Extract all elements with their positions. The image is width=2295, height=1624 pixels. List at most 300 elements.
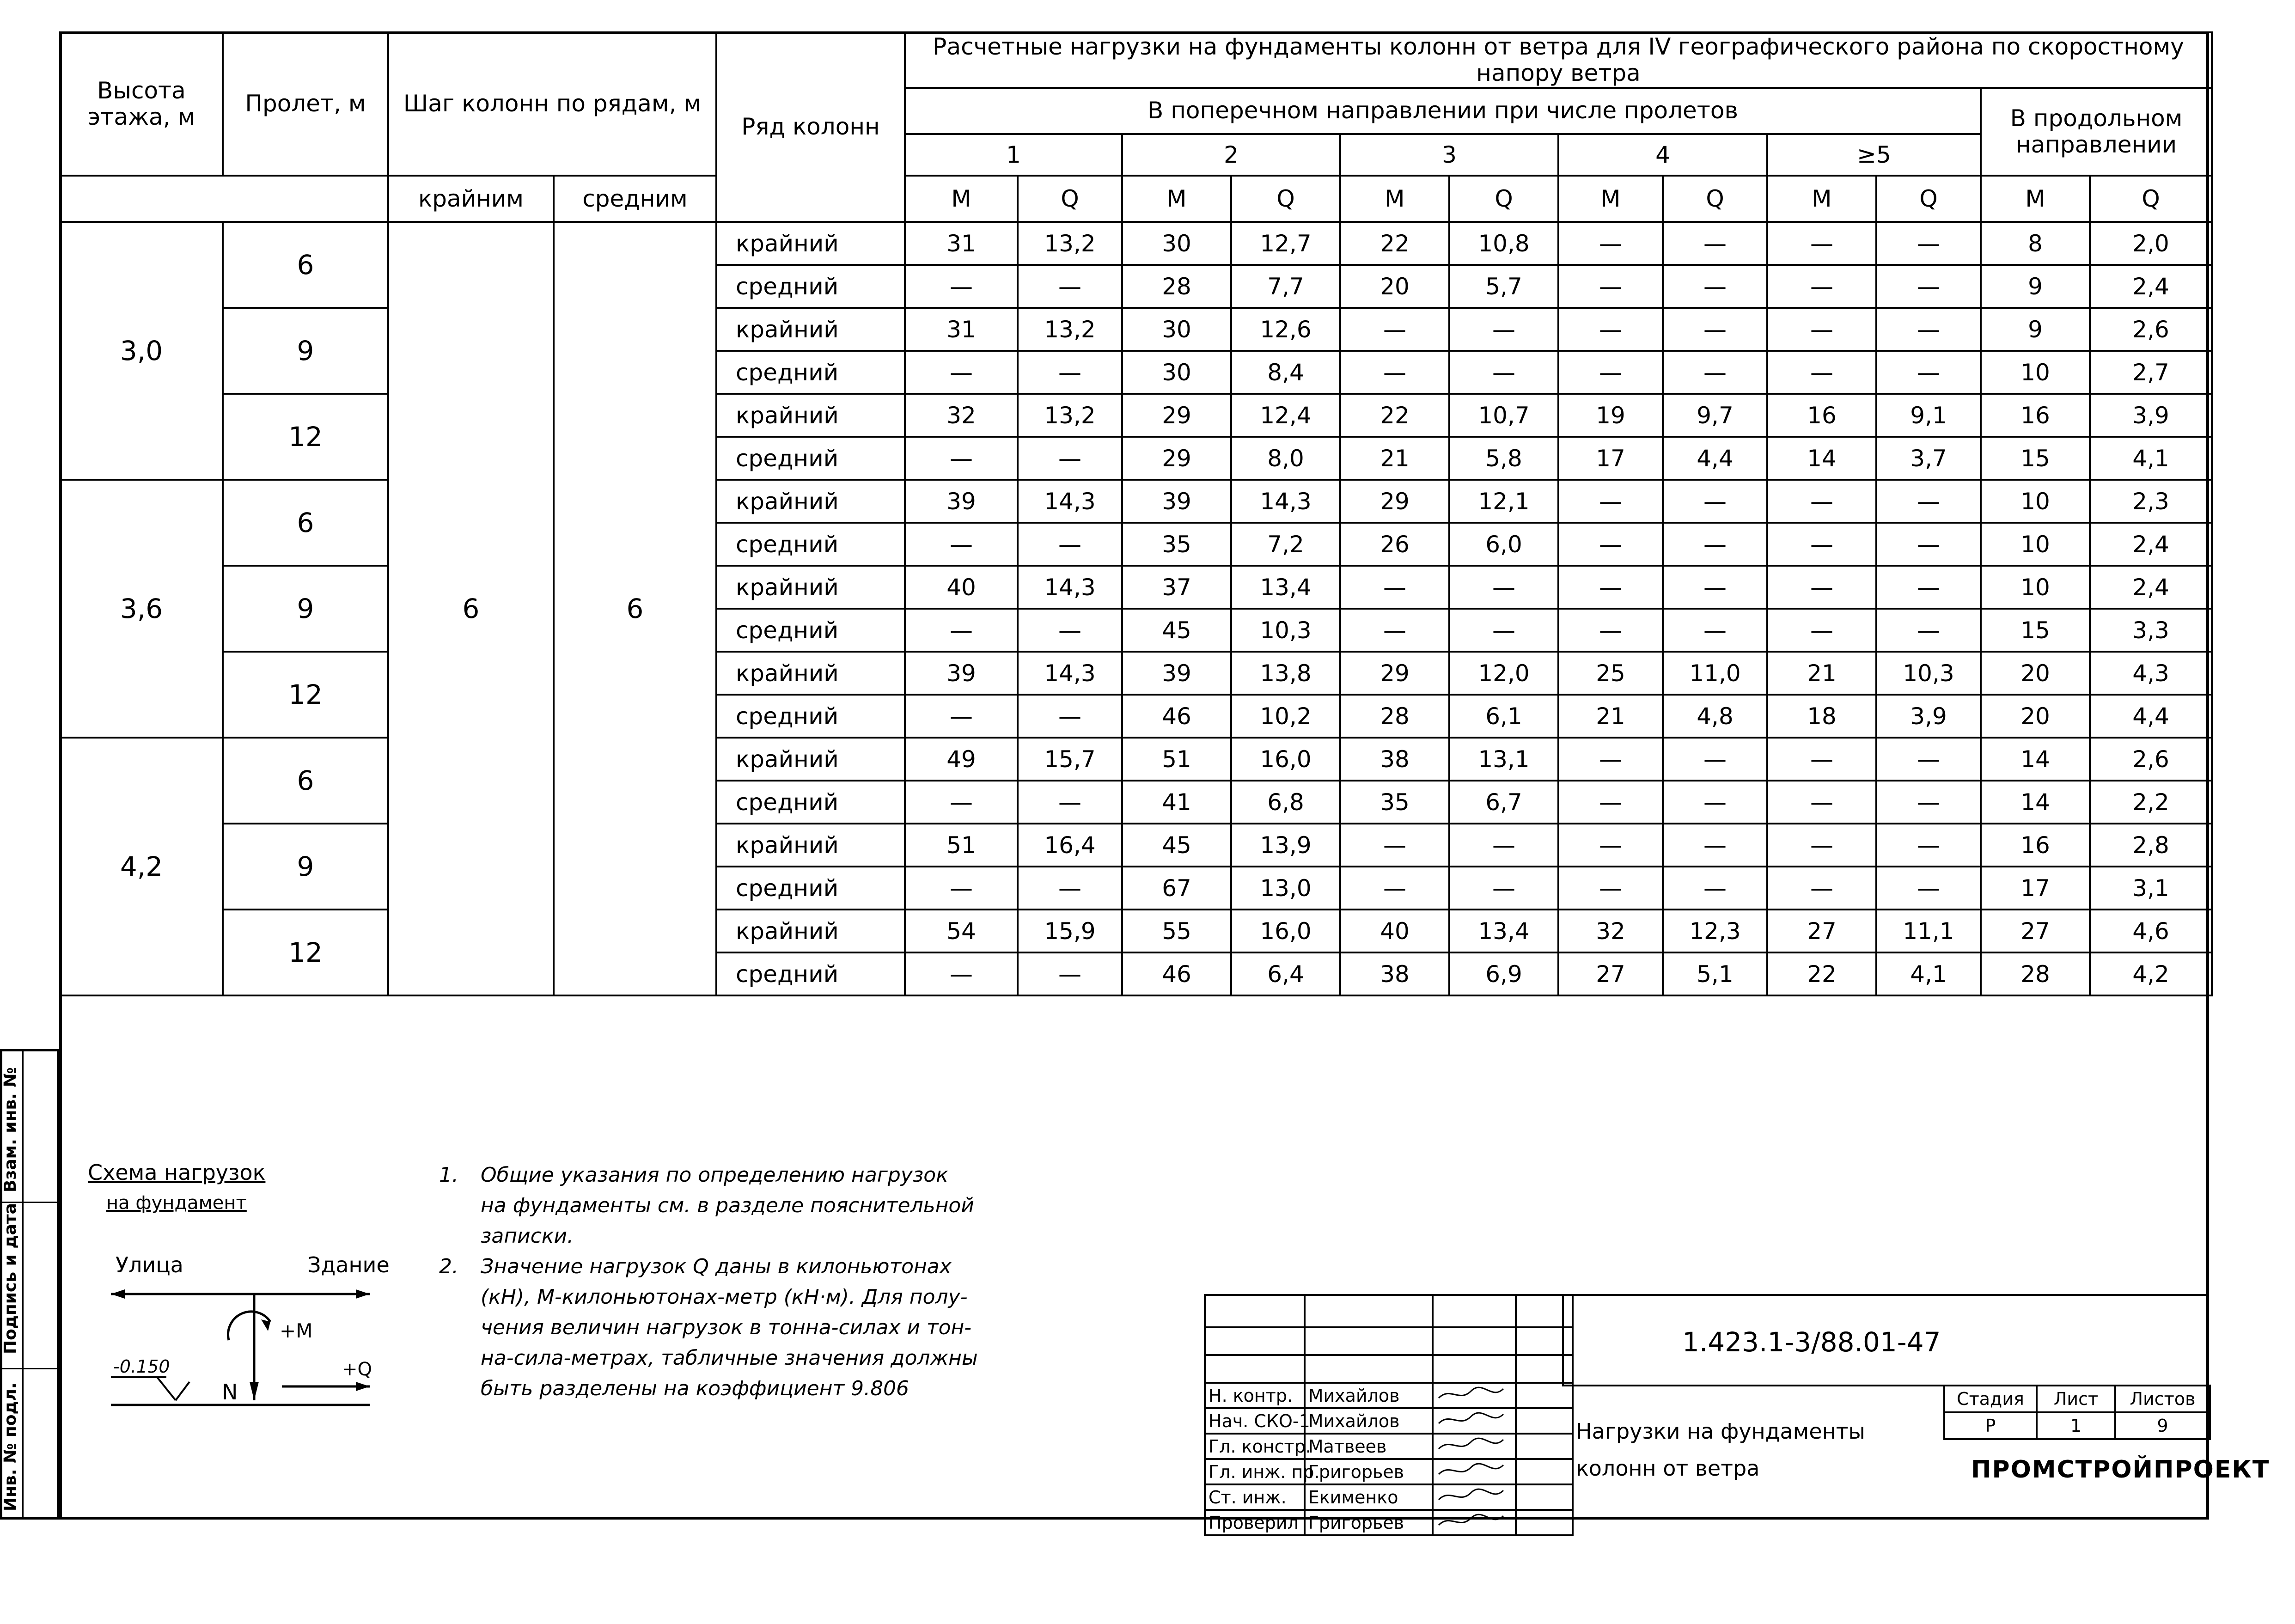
value-cell: — bbox=[1767, 867, 1876, 910]
value-cell: — bbox=[1558, 609, 1663, 652]
row-type-cell: средний bbox=[716, 867, 905, 910]
value-cell: 30 bbox=[1122, 222, 1231, 265]
value-cell: 21 bbox=[1340, 437, 1449, 480]
signer-row bbox=[1205, 1434, 1573, 1459]
header-m-5: М bbox=[1767, 176, 1876, 222]
note-number: 2. bbox=[439, 1255, 458, 1278]
header-height: Высота этажа, м bbox=[60, 32, 223, 176]
note-line: на фундаменты см. в разделе пояснительной bbox=[481, 1194, 974, 1217]
value-cell: 20 bbox=[1340, 265, 1449, 308]
signer-date bbox=[1516, 1408, 1573, 1434]
stamp-empty-cell bbox=[1205, 1295, 1305, 1327]
value-cell: 29 bbox=[1122, 437, 1231, 480]
value-cell: — bbox=[1018, 867, 1122, 910]
signer-date bbox=[1516, 1459, 1573, 1484]
value-cell: 7,2 bbox=[1231, 523, 1340, 566]
value-cell: — bbox=[1558, 351, 1663, 394]
value-cell: 4,4 bbox=[1663, 437, 1767, 480]
value-cell: — bbox=[1663, 222, 1767, 265]
value-cell: — bbox=[1018, 609, 1122, 652]
value-cell: 13,4 bbox=[1449, 910, 1558, 952]
table-row bbox=[60, 394, 2212, 437]
value-cell: 21 bbox=[1767, 652, 1876, 695]
value-cell: — bbox=[1767, 222, 1876, 265]
value-cell: 13,1 bbox=[1449, 738, 1558, 781]
value-cell: 35 bbox=[1122, 523, 1231, 566]
value-cell: — bbox=[1663, 867, 1767, 910]
signer-date bbox=[1516, 1434, 1573, 1459]
value-cell: — bbox=[1558, 523, 1663, 566]
value-cell: 12,3 bbox=[1663, 910, 1767, 952]
note-line: (кН), М-килоньютонах-метр (кН·м). Для полу- bbox=[481, 1285, 968, 1309]
note-line: быть разделены на коэффициент 9.806 bbox=[481, 1377, 909, 1400]
table-row bbox=[60, 222, 2212, 265]
value-cell: — bbox=[1767, 738, 1876, 781]
stage-table bbox=[1943, 1385, 2211, 1440]
value-cell: 14 bbox=[1981, 781, 2090, 824]
value-cell: 2,6 bbox=[2090, 308, 2212, 351]
note-number: 1. bbox=[439, 1163, 458, 1187]
span-cell: 12 bbox=[223, 652, 388, 738]
value-cell: 2,8 bbox=[2090, 824, 2212, 867]
header-span: Пролет, м bbox=[223, 32, 388, 176]
row-type-cell: средний bbox=[716, 437, 905, 480]
doc-code: 1.423.1-3/88.01-47 bbox=[1682, 1326, 1941, 1358]
value-cell: 10 bbox=[1981, 523, 2090, 566]
value-cell: — bbox=[1018, 781, 1122, 824]
value-cell: 6,9 bbox=[1449, 952, 1558, 995]
value-cell: 14 bbox=[1981, 738, 2090, 781]
row-type-cell: средний bbox=[716, 523, 905, 566]
signer-name: Матвеев bbox=[1305, 1434, 1433, 1459]
value-cell: 2,3 bbox=[2090, 480, 2212, 523]
table-row bbox=[60, 910, 2212, 952]
value-cell: 29 bbox=[1340, 480, 1449, 523]
value-cell: 67 bbox=[1122, 867, 1231, 910]
signer-date bbox=[1516, 1383, 1573, 1408]
signer-name: Григорьев bbox=[1305, 1510, 1433, 1535]
value-cell: 13,9 bbox=[1231, 824, 1340, 867]
value-cell: — bbox=[1876, 222, 1981, 265]
value-cell: 10,3 bbox=[1876, 652, 1981, 695]
value-cell: 10 bbox=[1981, 351, 2090, 394]
row-type-cell: крайний bbox=[716, 652, 905, 695]
table-row bbox=[60, 738, 2212, 781]
value-cell: 12,4 bbox=[1231, 394, 1340, 437]
value-cell: 11,1 bbox=[1876, 910, 1981, 952]
value-cell: — bbox=[1449, 308, 1558, 351]
scheme-title-2: на фундамент bbox=[106, 1192, 247, 1214]
row-type-cell: крайний bbox=[716, 394, 905, 437]
signer-row bbox=[1205, 1408, 1573, 1434]
value-cell: — bbox=[1558, 308, 1663, 351]
loads-table bbox=[59, 31, 2213, 996]
value-cell: 13,4 bbox=[1231, 566, 1340, 609]
value-cell: 12,6 bbox=[1231, 308, 1340, 351]
value-cell: — bbox=[1767, 824, 1876, 867]
header-m-6: М bbox=[1981, 176, 2090, 222]
signature-icon bbox=[1433, 1484, 1516, 1510]
row-type-cell: крайний bbox=[716, 910, 905, 952]
value-cell: 15 bbox=[1981, 609, 2090, 652]
table-row bbox=[60, 308, 2212, 351]
value-cell: 54 bbox=[905, 910, 1018, 952]
value-cell: — bbox=[1018, 952, 1122, 995]
value-cell: 17 bbox=[1981, 867, 2090, 910]
value-cell: 49 bbox=[905, 738, 1018, 781]
header-transverse: В поперечном направлении при числе пролетов bbox=[905, 88, 1981, 134]
note-line: записки. bbox=[481, 1224, 574, 1248]
value-cell: 46 bbox=[1122, 952, 1231, 995]
value-cell: — bbox=[1449, 566, 1558, 609]
stamp-empty-cell bbox=[1305, 1295, 1433, 1327]
value-cell: 14 bbox=[1767, 437, 1876, 480]
signer-row bbox=[1205, 1459, 1573, 1484]
signer-name: Григорьев bbox=[1305, 1459, 1433, 1484]
value-cell: 28 bbox=[1981, 952, 2090, 995]
header-step: Шаг колонн по рядам, м bbox=[388, 32, 716, 176]
step-mid-value-cell: 6 bbox=[554, 222, 716, 995]
value-cell: 14,3 bbox=[1018, 480, 1122, 523]
value-cell: 4,1 bbox=[1876, 952, 1981, 995]
value-cell: 11,0 bbox=[1663, 652, 1767, 695]
note-line: чения величин нагрузок в тонна-силах и тон- bbox=[481, 1316, 972, 1339]
scheme-level: -0.150 bbox=[113, 1356, 170, 1377]
value-cell: — bbox=[1449, 867, 1558, 910]
value-cell: 5,7 bbox=[1449, 265, 1558, 308]
org-name: ПРОМСТРОЙПРОЕКТ bbox=[1971, 1456, 2270, 1484]
value-cell: 15 bbox=[1981, 437, 2090, 480]
sidebar-sign-date: Подпись и дата bbox=[1, 1203, 20, 1354]
value-cell: — bbox=[1449, 824, 1558, 867]
value-cell: — bbox=[905, 781, 1018, 824]
stamp-empty-cell bbox=[1205, 1327, 1305, 1355]
value-cell: — bbox=[1876, 867, 1981, 910]
signer-role: Ст. инж. bbox=[1205, 1484, 1305, 1510]
value-cell: 6,7 bbox=[1449, 781, 1558, 824]
value-cell: — bbox=[1663, 781, 1767, 824]
signer-role: Проверил bbox=[1205, 1510, 1305, 1535]
signer-row bbox=[1205, 1484, 1573, 1510]
load-scheme-diagram bbox=[111, 1280, 397, 1419]
value-cell: 16,4 bbox=[1018, 824, 1122, 867]
step-edge-value-cell: 6 bbox=[388, 222, 554, 995]
scheme-n: N bbox=[222, 1380, 238, 1404]
row-type-cell: крайний bbox=[716, 824, 905, 867]
value-cell: — bbox=[1558, 222, 1663, 265]
signature-icon bbox=[1433, 1459, 1516, 1484]
header-m-3: М bbox=[1340, 176, 1449, 222]
header-q-4: Q bbox=[1663, 176, 1767, 222]
value-cell: 41 bbox=[1122, 781, 1231, 824]
value-cell: — bbox=[1558, 265, 1663, 308]
value-cell: 13,0 bbox=[1231, 867, 1340, 910]
value-cell: 4,4 bbox=[2090, 695, 2212, 738]
scheme-plus-q: +Q bbox=[342, 1359, 372, 1380]
header-step-mid: средним bbox=[554, 176, 716, 222]
value-cell: 25 bbox=[1558, 652, 1663, 695]
value-cell: 3,1 bbox=[2090, 867, 2212, 910]
value-cell: 38 bbox=[1340, 952, 1449, 995]
note-item bbox=[439, 1252, 978, 1404]
value-cell: — bbox=[1663, 609, 1767, 652]
value-cell: 5,1 bbox=[1663, 952, 1767, 995]
signer-role: Нач. СКО-1 bbox=[1205, 1408, 1305, 1434]
value-cell: 18 bbox=[1767, 695, 1876, 738]
value-cell: 6,4 bbox=[1231, 952, 1340, 995]
value-cell: — bbox=[1449, 351, 1558, 394]
value-cell: — bbox=[1767, 781, 1876, 824]
header-q-2: Q bbox=[1231, 176, 1340, 222]
value-cell: — bbox=[1340, 566, 1449, 609]
header-m-2: М bbox=[1122, 176, 1231, 222]
value-cell: 12,0 bbox=[1449, 652, 1558, 695]
value-cell: 39 bbox=[1122, 652, 1231, 695]
value-cell: — bbox=[1018, 695, 1122, 738]
value-cell: — bbox=[1876, 308, 1981, 351]
value-cell: 19 bbox=[1558, 394, 1663, 437]
value-cell: — bbox=[1876, 609, 1981, 652]
value-cell: — bbox=[1663, 480, 1767, 523]
value-cell: — bbox=[1558, 781, 1663, 824]
value-cell: 4,3 bbox=[2090, 652, 2212, 695]
value-cell: 29 bbox=[1340, 652, 1449, 695]
value-cell: 10,2 bbox=[1231, 695, 1340, 738]
value-cell: 14,3 bbox=[1018, 566, 1122, 609]
note-line: Значение нагрузок Q даны в килоньютонах bbox=[481, 1255, 952, 1278]
value-cell: — bbox=[1449, 609, 1558, 652]
value-cell: 31 bbox=[905, 308, 1018, 351]
value-cell: 13,8 bbox=[1231, 652, 1340, 695]
side-divider-v bbox=[22, 1049, 24, 1520]
value-cell: — bbox=[1340, 351, 1449, 394]
value-cell: 16 bbox=[1981, 824, 2090, 867]
scheme-plus-m: +M bbox=[280, 1319, 313, 1342]
value-cell: 30 bbox=[1122, 351, 1231, 394]
value-cell: — bbox=[1767, 308, 1876, 351]
scheme-street: Улица bbox=[116, 1252, 183, 1277]
value-cell: 16 bbox=[1767, 394, 1876, 437]
value-cell: 9,7 bbox=[1663, 394, 1767, 437]
stamp-empty-cell bbox=[1305, 1327, 1433, 1355]
value-cell: 16,0 bbox=[1231, 738, 1340, 781]
signer-name: Михайлов bbox=[1305, 1383, 1433, 1408]
signer-date bbox=[1516, 1484, 1573, 1510]
value-cell: — bbox=[1767, 480, 1876, 523]
sheet-label: Лист bbox=[2037, 1386, 2115, 1412]
span-cell: 9 bbox=[223, 824, 388, 910]
doc-title-2: колонн от ветра bbox=[1576, 1456, 1760, 1481]
span-cell: 6 bbox=[223, 480, 388, 566]
height-cell: 3,0 bbox=[60, 222, 223, 480]
value-cell: 27 bbox=[1767, 910, 1876, 952]
value-cell: — bbox=[1876, 781, 1981, 824]
value-cell: — bbox=[905, 265, 1018, 308]
stamp-empty-cell bbox=[1433, 1295, 1516, 1327]
stage-value: Р bbox=[1944, 1412, 2037, 1439]
signer-role: Гл. инж. пр. bbox=[1205, 1459, 1305, 1484]
value-cell: — bbox=[1876, 566, 1981, 609]
value-cell: 51 bbox=[905, 824, 1018, 867]
value-cell: 10 bbox=[1981, 480, 2090, 523]
value-cell: — bbox=[1558, 738, 1663, 781]
value-cell: 40 bbox=[1340, 910, 1449, 952]
value-cell: 26 bbox=[1340, 523, 1449, 566]
table-row bbox=[60, 480, 2212, 523]
signer-row bbox=[1205, 1510, 1573, 1535]
sidebar-inv-orig: Инв. № подл. bbox=[1, 1382, 20, 1511]
value-cell: 17 bbox=[1558, 437, 1663, 480]
row-type-cell: крайний bbox=[716, 738, 905, 781]
value-cell: 8 bbox=[1981, 222, 2090, 265]
value-cell: 20 bbox=[1981, 695, 2090, 738]
value-cell: 10,7 bbox=[1449, 394, 1558, 437]
value-cell: 12,7 bbox=[1231, 222, 1340, 265]
value-cell: — bbox=[905, 952, 1018, 995]
doc-title-1: Нагрузки на фундаменты bbox=[1576, 1419, 1865, 1444]
value-cell: 31 bbox=[905, 222, 1018, 265]
value-cell: — bbox=[1767, 523, 1876, 566]
sheet-value: 1 bbox=[2037, 1412, 2115, 1439]
value-cell: 2,0 bbox=[2090, 222, 2212, 265]
header-span-1: 1 bbox=[905, 134, 1122, 176]
value-cell: 27 bbox=[1981, 910, 2090, 952]
value-cell: — bbox=[1018, 437, 1122, 480]
header-empty-left bbox=[60, 176, 388, 222]
note-item bbox=[439, 1160, 978, 1252]
table-row bbox=[60, 566, 2212, 609]
header-longitudinal: В продольном направлении bbox=[1981, 88, 2212, 176]
value-cell: — bbox=[1663, 351, 1767, 394]
value-cell: 8,4 bbox=[1231, 351, 1340, 394]
value-cell: — bbox=[1663, 523, 1767, 566]
header-q-5: Q bbox=[1876, 176, 1981, 222]
value-cell: 16 bbox=[1981, 394, 2090, 437]
header-span-5: ≥5 bbox=[1767, 134, 1981, 176]
value-cell: — bbox=[905, 351, 1018, 394]
value-cell: 10,8 bbox=[1449, 222, 1558, 265]
span-cell: 9 bbox=[223, 566, 388, 652]
note-line: Общие указания по определению нагрузок bbox=[481, 1163, 948, 1187]
row-type-cell: средний bbox=[716, 952, 905, 995]
value-cell: 9 bbox=[1981, 265, 2090, 308]
row-type-cell: средний bbox=[716, 351, 905, 394]
value-cell: — bbox=[1876, 265, 1981, 308]
value-cell: 2,4 bbox=[2090, 265, 2212, 308]
signer-row bbox=[1205, 1383, 1573, 1408]
table-row bbox=[60, 652, 2212, 695]
value-cell: — bbox=[1876, 351, 1981, 394]
value-cell: — bbox=[1558, 480, 1663, 523]
header-m-4: М bbox=[1558, 176, 1663, 222]
notes bbox=[439, 1160, 978, 1404]
stamp-empty-cell bbox=[1433, 1355, 1516, 1383]
value-cell: — bbox=[1663, 566, 1767, 609]
row-type-cell: крайний bbox=[716, 308, 905, 351]
value-cell: 3,9 bbox=[2090, 394, 2212, 437]
value-cell: 40 bbox=[905, 566, 1018, 609]
header-span-2: 2 bbox=[1122, 134, 1340, 176]
value-cell: 51 bbox=[1122, 738, 1231, 781]
stamp-empty-cell bbox=[1305, 1355, 1433, 1383]
value-cell: 3,9 bbox=[1876, 695, 1981, 738]
value-cell: 9 bbox=[1981, 308, 2090, 351]
signer-name: Михайлов bbox=[1305, 1408, 1433, 1434]
value-cell: 15,9 bbox=[1018, 910, 1122, 952]
value-cell: — bbox=[1663, 265, 1767, 308]
value-cell: 5,8 bbox=[1449, 437, 1558, 480]
scheme-title-1: Схема нагрузок bbox=[88, 1160, 266, 1185]
header-main-title: Расчетные нагрузки на фундаменты колонн от ветра для IV географического района по скоростному напору ветра bbox=[905, 32, 2212, 88]
row-type-cell: средний bbox=[716, 695, 905, 738]
value-cell: 13,2 bbox=[1018, 394, 1122, 437]
row-type-cell: крайний bbox=[716, 480, 905, 523]
span-cell: 12 bbox=[223, 910, 388, 995]
value-cell: 6,1 bbox=[1449, 695, 1558, 738]
value-cell: 14,3 bbox=[1231, 480, 1340, 523]
signer-name: Екименко bbox=[1305, 1484, 1433, 1510]
stamp-empty-cell bbox=[1205, 1355, 1305, 1383]
value-cell: 28 bbox=[1122, 265, 1231, 308]
signer-date bbox=[1516, 1510, 1573, 1535]
value-cell: 2,4 bbox=[2090, 566, 2212, 609]
value-cell: 7,7 bbox=[1231, 265, 1340, 308]
sheets-value: 9 bbox=[2115, 1412, 2210, 1439]
value-cell: — bbox=[1340, 824, 1449, 867]
value-cell: — bbox=[1663, 308, 1767, 351]
value-cell: — bbox=[1558, 566, 1663, 609]
header-q-6: Q bbox=[2090, 176, 2212, 222]
signature-icon bbox=[1433, 1434, 1516, 1459]
value-cell: — bbox=[1018, 351, 1122, 394]
value-cell: 22 bbox=[1340, 222, 1449, 265]
value-cell: 20 bbox=[1981, 652, 2090, 695]
value-cell: — bbox=[1018, 523, 1122, 566]
value-cell: 32 bbox=[1558, 910, 1663, 952]
value-cell: — bbox=[905, 437, 1018, 480]
value-cell: — bbox=[905, 609, 1018, 652]
signature-icon bbox=[1433, 1510, 1516, 1535]
value-cell: 39 bbox=[1122, 480, 1231, 523]
value-cell: — bbox=[1663, 738, 1767, 781]
value-cell: — bbox=[1340, 308, 1449, 351]
sheets-label: Листов bbox=[2115, 1386, 2210, 1412]
header-span-4: 4 bbox=[1558, 134, 1767, 176]
value-cell: 6,8 bbox=[1231, 781, 1340, 824]
value-cell: — bbox=[1663, 824, 1767, 867]
header-row: Ряд колонн bbox=[716, 32, 905, 222]
value-cell: 16,0 bbox=[1231, 910, 1340, 952]
value-cell: 38 bbox=[1340, 738, 1449, 781]
header-q-1: Q bbox=[1018, 176, 1122, 222]
value-cell: 10 bbox=[1981, 566, 2090, 609]
sidebar-replace-inv: Взам. инв. № bbox=[1, 1067, 20, 1192]
span-cell: 6 bbox=[223, 222, 388, 308]
value-cell: — bbox=[1876, 480, 1981, 523]
value-cell: — bbox=[1340, 867, 1449, 910]
value-cell: — bbox=[1340, 609, 1449, 652]
signer-role: Гл. констр. bbox=[1205, 1434, 1305, 1459]
value-cell: 35 bbox=[1340, 781, 1449, 824]
table-row bbox=[60, 824, 2212, 867]
value-cell: 3,7 bbox=[1876, 437, 1981, 480]
value-cell: 3,3 bbox=[2090, 609, 2212, 652]
row-type-cell: крайний bbox=[716, 222, 905, 265]
row-type-cell: средний bbox=[716, 265, 905, 308]
value-cell: 4,8 bbox=[1663, 695, 1767, 738]
value-cell: 2,7 bbox=[2090, 351, 2212, 394]
value-cell: 13,2 bbox=[1018, 222, 1122, 265]
